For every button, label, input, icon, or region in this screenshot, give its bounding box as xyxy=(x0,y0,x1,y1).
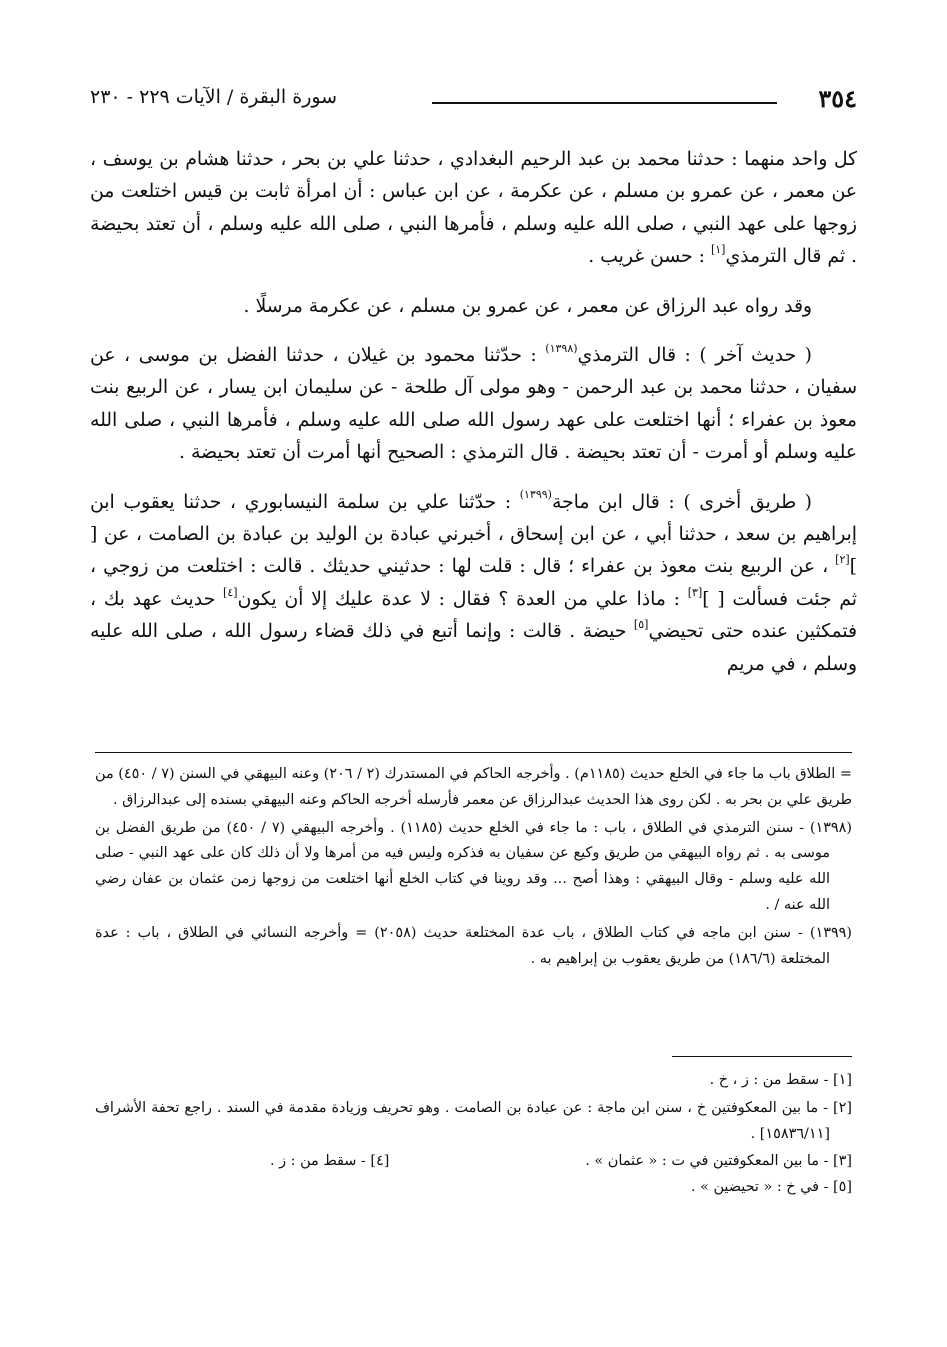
footnote-5: [٥] - في خ : « تحيضين » . xyxy=(690,1179,852,1196)
paragraph-2: وقد رواه عبد الرزاق عن معمر ، عن عمرو بن مسلم ، عن عكرمة مرسلًا . xyxy=(243,295,812,317)
footnote-2: [٢] - ما بين المعكوفتين خ ، سنن ابن ماجة : عن عبادة بن الصامت . وهو تحريف وزيادة مقدمة في السند . راجع تحفة الأشراف [١٥٨٣٦/١١] . xyxy=(95,1099,852,1142)
footnote-1: [١] - سقط من : ز ، خ . xyxy=(709,1072,852,1088)
footnote-ref-2: [٢] xyxy=(835,553,850,567)
note-continuation: = الطلاق باب ما جاء في الخلع حديث (١١٨٥م) . وأخرجه الحاكم في المستدرك (٢ / ٢٠٦) وعنه البيهقي في السنن (٧ / ٤٥٠) من طريق علي بن بحر به . لكن روى هذا الحديث عبدالرزاق عن معمر فأرسله أخرجه الحاكم وعنه البيهقي بسنده إلى عبدالرزاق . xyxy=(95,766,852,808)
footnote-4: [٤] - سقط من : ز . xyxy=(270,1153,390,1170)
note-1398: (١٣٩٨) - سنن الترمذي في الطلاق ، باب : ما جاء في الخلع حديث (١١٨٥) . وأخرجه البيهقي (٧ / ٤٥٠) من طريق الفضل بن موسى به . ثم رواه البيهقي من طريق وكيع عن سفيان به فذكره وليس فيه من أمرها ولا أن ذلك كان على عهد النبي - صلى الله عليه وسلم - وقال البيهقي : وهذا أصح ... وقد روينا في كتاب الخلع أنها اختلعت من زوجها زمن عثمان بن عفان رضي الله عنه / . xyxy=(95,819,852,913)
hadith-notes xyxy=(95,762,852,974)
note-1399: (١٣٩٩) - سنن ابن ماجه في كتاب الطلاق ، باب عدة المختلعة حديث (٢٠٥٨) = وأخرجه النسائي في الطلاق ، باب : عدة المختلعة (١٨٦/٦) من طريق يعقوب بن إبراهيم به . xyxy=(95,924,853,967)
page-header xyxy=(90,84,857,118)
footnote-ref-1: [١] xyxy=(710,242,726,256)
footnotes-divider xyxy=(672,1056,852,1057)
footnote-row xyxy=(95,1149,852,1175)
header-rule xyxy=(432,102,777,104)
running-title: سورة البقرة / الآيات ٢٢٩ - ٢٣٠ xyxy=(90,86,338,108)
footnote-3: [٣] - ما بين المعكوفتين في ت : « عثمان » . xyxy=(585,1153,852,1170)
notes-divider xyxy=(95,752,852,753)
paragraph-1: كل واحد منهما : حدثنا محمد بن عبد الرحيم البغدادي ، حدثنا علي بن بحر ، حدثنا هشام بن يوسف ، عن معمر ، عن عمرو بن مسلم ، عن عكرمة ، عن ابن عباس : أن امرأة ثابت بن قيس اختلعت من زوجها على عهد النبي ، صلى الله عليه وسلم ، فأمرها النبي ، صلى الله عليه وسلم ، أن تعتد بحيضة . ثم قال الترمذي[١] : حسن غريب . xyxy=(90,149,857,268)
hadith-ref-1399: (١٣٩٩) xyxy=(519,488,552,502)
paragraph-3: ( حديث آخر ) : قال الترمذي$^{(١٣٩٨)}$ : حدّثنا محمود بن غيلان ، حدثنا الفضل بن موسى ، عن سفيان ، حدثنا محمد بن عبد الرحمن - وهو مولى آل طلحة - عن سليمان ابن يسار ، عن الربيع بنت معوذ بن عفراء ؛ أنها اختلعت على عهد رسول الله صلى الله عليه وسلم ، فأمرها النبي ، صلى الله عليه وسلم أو أمرت - أن تعتد بحيضة . قال الترمذي : الصحيح أنها أمرت أن تعتد بحيضة . xyxy=(90,341,857,464)
footnote-ref-3: [٣] xyxy=(687,585,703,599)
page-number: ٣٥٤ xyxy=(818,84,857,113)
main-text xyxy=(90,144,857,698)
footnote-ref-5: [٥] xyxy=(633,618,649,632)
footnotes xyxy=(95,1068,852,1203)
footnote-ref-4: [٤] xyxy=(223,585,238,599)
hadith-ref-1398: (١٣٩٨) xyxy=(545,341,578,355)
paragraph-4: ( طريق أخرى ) : قال ابن ماجة$^{(١٣٩٩)}$ : حدّثنا علي بن سلمة النيسابوري ، حدثنا يعقوب ابن إبراهيم بن سعد ، حدثنا أبي ، عن ابن إسحاق ، أخبرني عبادة بن الوليد بن عبادة بن الصامت ، عن [ ][٢] ، عن الربيع بنت معوذ بن عفراء ؛ قال : قلت لها : حدثيني حديثك . قالت : اختلعت من زوجي ، ثم جئت فسألت [ ][٣] : ماذا علي من العدة ؟ فقال : لا عدة عليك إلا أن يكون[٤] حديث عهد بك ، فتمكثين عنده حتى تحيضي[٥] حيضة . قالت : وإنما أتبع في ذلك قضاء رسول الله ، صلى الله عليه وسلم ، في مريم xyxy=(90,488,857,675)
